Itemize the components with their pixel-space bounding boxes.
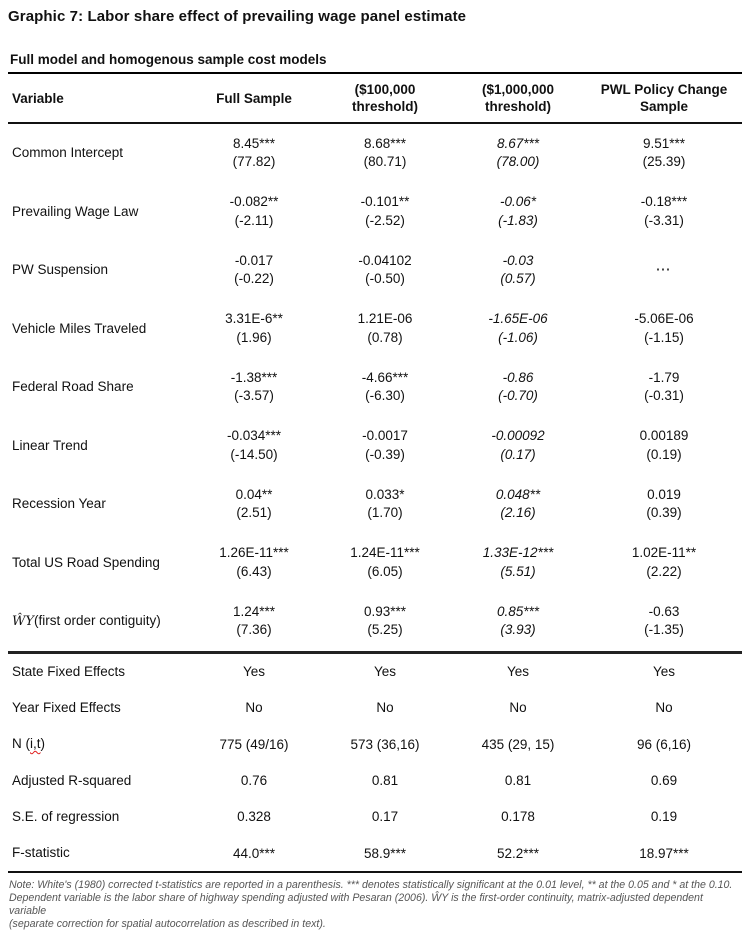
- cell-100k: -4.66*** (-6.30): [361, 369, 409, 404]
- table-row-se-of-regression: S.E. of regression 0.328 0.17 0.178 0.19: [8, 799, 742, 835]
- spellcheck-underline: i,t: [30, 736, 41, 752]
- cell-100k: 0.033* (1.70): [365, 486, 405, 521]
- variable-label: PW Suspension: [12, 262, 109, 278]
- cell-pwl: 0.00189 (0.19): [639, 428, 689, 462]
- cell-100k: -0.101** (-2.52): [360, 194, 410, 228]
- table-row-federal-road-share: [8, 358, 742, 417]
- variable-label: Common Intercept: [12, 145, 124, 161]
- variable-label: Recession Year: [12, 496, 106, 512]
- table-row-state-fixed-effects: State Fixed Effects Yes Yes Yes Yes: [8, 654, 742, 690]
- table-row-recession-year: [8, 475, 742, 534]
- cell-100k: 0.93*** (5.25): [363, 603, 407, 638]
- cell-100k: 8.68*** (80.71): [363, 135, 407, 170]
- cell-pwl: -1.79 (-0.31): [644, 369, 684, 404]
- cell-1m: -0.86 (-0.70): [498, 369, 538, 404]
- cell-1m: 8.67*** (78.00): [496, 135, 540, 170]
- variable-label: Linear Trend: [12, 437, 88, 453]
- summary-label: Adjusted R-squared: [12, 772, 132, 788]
- cell-full-sample: 1.26E-11*** (6.43): [219, 545, 289, 579]
- cell-full-sample: -0.082** (-2.11): [229, 194, 279, 228]
- table-row-vehicle-miles-traveled: [8, 300, 742, 359]
- table-row-pw-suspension: [8, 241, 742, 300]
- column-header-100k-threshold: ($100,000 threshold): [352, 82, 418, 114]
- cell-1m: 1.33E-12*** (5.51): [482, 545, 554, 579]
- table-header-row: [8, 74, 742, 122]
- summary-label: F-statistic: [12, 845, 70, 861]
- summary-label: S.E. of regression: [12, 808, 120, 824]
- column-header-variable: Variable: [12, 90, 64, 106]
- cell-1m: -0.06* (-1.83): [498, 194, 538, 228]
- table-row-prevailing-wage-law: [8, 183, 742, 242]
- cell-full-sample: 8.45*** (77.82): [232, 135, 276, 170]
- table-row-f-statistic: F-statistic 44.0*** 58.9*** 52.2*** 18.97***: [8, 835, 742, 871]
- cell-full-sample: 3.31E-6** (1.96): [225, 311, 283, 345]
- cell-pwl: -0.18*** (-3.31): [640, 194, 688, 228]
- column-header-full-sample: Full Sample: [216, 90, 292, 106]
- summary-label: N (i,t): [12, 736, 46, 752]
- cell-100k: -0.04102 (-0.50): [358, 252, 412, 287]
- cell-1m: 0.85*** (3.93): [496, 603, 540, 638]
- cell-1m: -0.03 (0.57): [500, 252, 536, 287]
- cell-1m: 0.048** (2.16): [495, 486, 541, 521]
- cell-pwl: -5.06E-06 (-1.15): [634, 311, 694, 345]
- cell-pwl: -0.63 (-1.35): [644, 603, 684, 638]
- table-row-linear-trend: [8, 417, 742, 476]
- math-symbol-wy: ŴY: [12, 613, 34, 629]
- variable-label: Federal Road Share: [12, 379, 134, 395]
- cell-100k: -0.0017 (-0.39): [362, 428, 408, 462]
- table-row-wy-spatial-lag: [8, 592, 742, 651]
- variable-label: Prevailing Wage Law: [12, 203, 139, 219]
- table-row-total-us-road-spending: [8, 534, 742, 593]
- table-footnote: [9, 879, 741, 931]
- cell-full-sample: -0.017 (-0.22): [234, 252, 274, 287]
- table-subtitle: Full model and homogenous sample cost models: [10, 52, 327, 67]
- cell-pwl: 0.019 (0.39): [646, 486, 682, 521]
- cell-full-sample: -0.034*** (-14.50): [226, 428, 282, 462]
- summary-label: State Fixed Effects: [12, 663, 126, 679]
- table-row-n-observations: N (i,t) 775 (49/16) 573 (36,16) 435 (29, 15) 96 (6,16): [8, 726, 742, 762]
- variable-label: Vehicle Miles Traveled: [12, 320, 147, 336]
- cell-100k: 1.24E-11*** (6.05): [350, 545, 420, 579]
- document-title: Graphic 7: Labor share effect of prevailing wage panel estimate: [8, 8, 467, 25]
- column-header-pwl-policy-change: PWL Policy Change Sample: [600, 82, 728, 114]
- cell-full-sample: 0.04** (2.51): [235, 486, 273, 521]
- cell-1m: -0.00092 (0.17): [491, 428, 545, 462]
- cell-full-sample: -1.38*** (-3.57): [230, 369, 278, 404]
- table-row-adjusted-r-squared: Adjusted R-squared 0.76 0.81 0.81 0.69: [8, 762, 742, 798]
- table-row-year-fixed-effects: Year Fixed Effects No No No No: [8, 690, 742, 726]
- cell-pwl-omitted: ⋯: [655, 261, 673, 278]
- cell-full-sample: 1.24*** (7.36): [232, 603, 276, 638]
- footnote-line-1: Note: White's (1980) corrected t-statistics are reported in a parenthesis. *** denotes statistically significant at the 0.01 level, ** at the 0.05 and * at the 0.10.: [9, 879, 733, 892]
- regression-table: [8, 52, 742, 873]
- column-header-1m-threshold: ($1,000,000 threshold): [481, 82, 555, 114]
- footnote-line-2: Dependent variable is the labor share of highway spending adjusted with Pesaran (2006). ŴY is the first-order continuity, matrix-adjusted dependent variable: [9, 892, 703, 918]
- cell-pwl: 1.02E-11** (2.22): [631, 545, 697, 579]
- variable-label: ŴY(first order contiguity): [12, 612, 161, 629]
- summary-label: Year Fixed Effects: [12, 699, 121, 715]
- cell-1m: -1.65E-06 (-1.06): [488, 311, 548, 345]
- footnote-line-3: (separate correction for spatial autocorrelation as described in text).: [9, 918, 326, 931]
- cell-100k: 1.21E-06 (0.78): [357, 311, 413, 345]
- table-bottom-rule: [8, 871, 742, 873]
- table-row-common-intercept: [8, 124, 742, 183]
- variable-label: Total US Road Spending: [12, 554, 160, 570]
- cell-pwl: 9.51*** (25.39): [642, 135, 686, 170]
